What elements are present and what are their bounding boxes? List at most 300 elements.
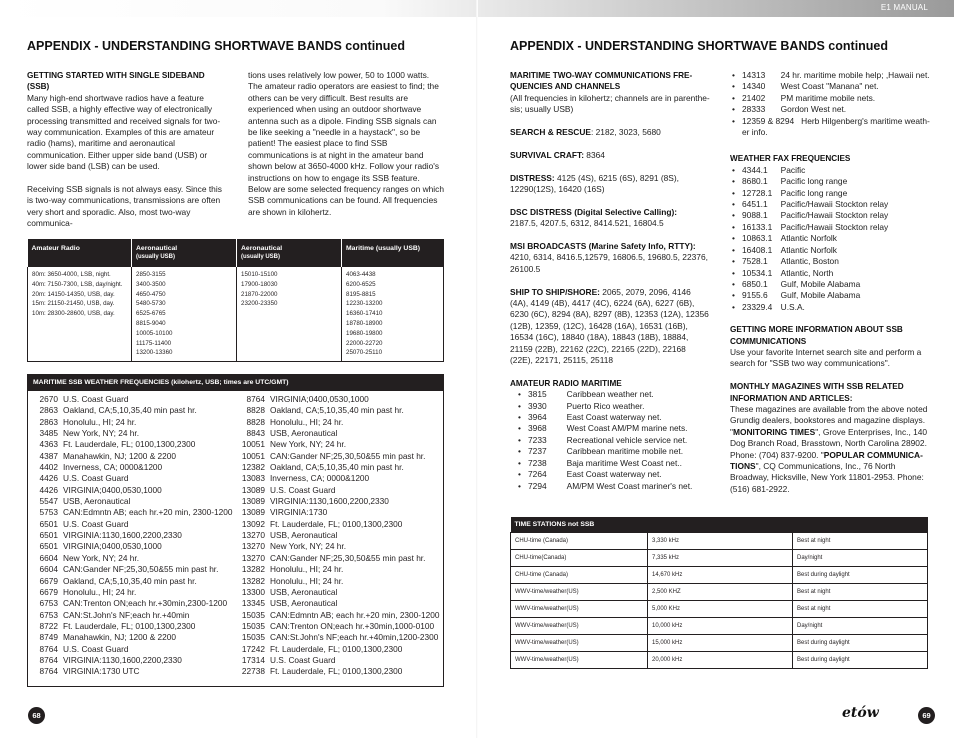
weather-frequency-row <box>28 632 235 643</box>
list-item <box>518 469 710 480</box>
weather-frequency: 2670 <box>39 394 58 404</box>
weather-frequency: 8764 <box>246 394 265 404</box>
frequency: 7264 <box>528 469 547 480</box>
msi-value: 4210, 6314, 8416.5,12579, 16806.5, 19680.5, 22376, 26100.5 <box>510 252 708 274</box>
search-rescue <box>510 127 710 138</box>
frequency: 9088.1 <box>742 210 768 221</box>
time-station-frequency: 7,335 kHz <box>648 549 793 566</box>
weather-frequencies-box <box>27 374 444 687</box>
time-station-frequency: 14,670 kHz <box>648 566 793 583</box>
list-item <box>732 245 930 256</box>
weather-frequency-row <box>28 666 235 677</box>
weather-frequency-row <box>235 451 443 462</box>
description: Atlantic, North <box>780 267 834 278</box>
list-item <box>732 302 930 313</box>
list-item <box>732 104 930 115</box>
table-row <box>511 583 928 600</box>
weather-frequency-row <box>235 610 443 621</box>
weather-station: Honolulu., HI; 24 hr. <box>270 575 344 586</box>
search-rescue-label: SEARCH & RESCUE <box>510 127 591 138</box>
time-station-station: WWV-time/weather(US) <box>511 583 648 600</box>
bands-header-cell <box>342 239 444 267</box>
bands-header-label: Amateur Radio <box>31 245 80 252</box>
description: Gulf, Mobile Alabama <box>780 290 861 301</box>
frequency: 10863.1 <box>742 233 773 244</box>
weather-frequency: 4402 <box>39 462 58 473</box>
time-station-station: WWV-time/weather(US) <box>511 651 648 668</box>
weather-frequency-row <box>28 405 235 416</box>
description: Puerto Rico weather. <box>566 400 645 411</box>
weather-frequency-row <box>28 587 235 598</box>
herb-desc-cont: er info. <box>742 127 768 138</box>
weather-frequency-row <box>28 553 235 564</box>
bands-header-label: Aeronautical <box>241 245 283 252</box>
weather-frequency-row <box>28 576 235 587</box>
weather-station: CAN:Gander NF;25,30,50&55 min past hr. <box>270 450 426 461</box>
weather-frequency-row <box>235 462 443 473</box>
ship-label: SHIP TO SHIP/SHORE: <box>510 286 600 297</box>
ssb-bands-table <box>27 239 444 362</box>
msi-label: MSI BROADCASTS (Marine Safety Info, RTTY): <box>510 241 696 252</box>
ship-value: 2065, 2079, 2096, 4146 (4A), 4149 (4B), 4417 (4C), 6224 (6A), 6227 (6B), 6230 (6C), 8294 (8A), 8297 (8B), 12353 (12A), 12356 (12B), 12359, (12C), 16428 (16A), 16531 (16B), 16534 (16C), 18840 (18A), 18843 (18B), 18884, 21159 (22B), 22162 (22C), 22165 (22D), 22168 (22E), 22171, 25115, 25118 <box>510 286 709 366</box>
amateur-maritime-list <box>518 389 710 492</box>
table-row <box>511 634 928 651</box>
description: Pacific/Hawaii Stockton relay <box>780 221 889 232</box>
weather-frequency: 13089 <box>241 507 265 518</box>
time-stations-heading: TIME STATIONS not SSB <box>511 517 928 532</box>
weather-frequencies-heading: MARITIME SSB WEATHER FREQUENCIES (kilohertz, USB; times are UTC/GMT) <box>28 375 443 391</box>
weather-list-left <box>28 394 235 678</box>
weather-frequency: 13282 <box>241 575 265 586</box>
bands-cell-aero-2: 15010-15100 17900-18030 21870-22000 23200-23350 <box>237 267 342 362</box>
msi-broadcasts <box>510 241 710 275</box>
bands-header-sub: (usually USB) <box>241 254 281 260</box>
time-station-station: WWV-time/weather(US) <box>511 617 648 634</box>
weather-frequency: 4426 <box>39 484 58 495</box>
weather-frequency-row <box>28 644 235 655</box>
bands-header-label: Maritime (usually USB) <box>346 245 421 252</box>
weather-frequency: 6604 <box>39 552 58 563</box>
magazines-text <box>730 404 930 495</box>
weather-frequency-row <box>28 462 235 473</box>
weather-station: VIRGINIA;0400,0530,1000 <box>63 541 162 552</box>
weather-frequency-row <box>28 655 235 666</box>
weather-frequency-row <box>28 417 235 428</box>
time-station-reception: Best during daylight <box>793 566 928 583</box>
weather-frequency: 17314 <box>241 654 265 665</box>
weather-station: Honolulu., HI; 24 hr. <box>63 416 137 427</box>
weather-frequency: 13089 <box>241 496 265 507</box>
table-row <box>511 600 928 617</box>
right-column-2 <box>730 70 930 507</box>
weather-frequency-row <box>235 428 443 439</box>
weather-frequency: 5753 <box>39 507 58 518</box>
weather-frequency-row <box>28 394 235 405</box>
table-row <box>511 566 928 583</box>
frequency: 3930 <box>528 400 547 411</box>
time-station-station: WWV-time/weather(US) <box>511 600 648 617</box>
bands-cell-aero-1: 2850-3155 3400-3500 4650-4750 5480-5730 6525-6765 8815-9040 10005-10100 11175-11400 13200-13360 <box>132 267 237 362</box>
table-row <box>511 617 928 634</box>
weather-frequency: 6753 <box>39 609 58 620</box>
weather-station: New York, NY; 24 hr. <box>63 552 140 563</box>
weather-frequency-row <box>28 621 235 632</box>
list-item <box>732 116 930 127</box>
frequency: 3968 <box>528 423 547 434</box>
time-station-frequency: 3,330 kHz <box>648 532 793 549</box>
description: Caribbean weather net. <box>566 389 654 400</box>
list-item <box>732 93 930 104</box>
weather-frequency-row <box>235 598 443 609</box>
magazine-popular-communications: POPULAR COMMUNICA-TIONS <box>730 449 923 471</box>
time-station-frequency: 15,000 kHz <box>648 634 793 651</box>
time-stations-body <box>511 532 928 668</box>
time-station-frequency: 10,000 kHz <box>648 617 793 634</box>
weather-frequency: 10051 <box>241 439 265 450</box>
maritime-nets-list <box>732 70 930 116</box>
list-item <box>518 446 710 457</box>
weather-station: U.S. Coast Guard <box>270 484 336 495</box>
weather-fax-list <box>732 165 930 313</box>
maritime-heading: MARITIME TWO-WAY COMMUNICATIONS FRE-QUENCIES AND CHANNELS <box>510 71 693 92</box>
description: Pacific/Hawaii Stockton relay <box>780 210 889 221</box>
herb-list <box>732 116 930 139</box>
weather-station: VIRGINIA:1730 <box>270 507 328 518</box>
distress <box>510 173 710 196</box>
weather-frequency-row <box>28 485 235 496</box>
weather-frequency: 6501 <box>39 518 58 529</box>
weather-frequency: 6753 <box>39 598 58 609</box>
frequency: 10534.1 <box>742 267 773 278</box>
herb-desc: Herb Hilgenberg's maritime weath- <box>801 115 930 126</box>
weather-station: U.S. Coast Guard <box>63 473 129 484</box>
ssb-paragraph-1: Many high-end shortwave radios have a feature called SSB, a highly effective way of electronically processing transmitted and received signals for two-way communication. Examples of this are amateur radio (hams), maritime and aeronautical communication. Either upper side band (USB) or lower side band (LSB) can be used. <box>27 92 221 172</box>
weather-frequency: 8828 <box>246 416 265 427</box>
weather-frequency-row <box>235 473 443 484</box>
list-item <box>518 423 710 434</box>
weather-station: Ft. Lauderdale, FL; 0100,1300,2300 <box>270 518 403 529</box>
weather-frequency-row <box>235 655 443 666</box>
time-station-frequency: 20,000 kHz <box>648 651 793 668</box>
ssb-paragraph-3: tions uses relatively low power, 50 to 1000 watts. The amateur radio operators are easiest to find; the others can be very difficult. Best results are experienced when using an outdoor shortwave antenna such as a dipole. Finding SSB signals can be like seeking a "needle in a haystack", so be patient! The easiest place to find SSB communications is at night in the amateur band shown below at 3650-4000 kHz. Follow your radio's instructions on how to engage its SSB feature. Below are some selected frequency ranges on which SSB communications can be found. All frequencies are shown in kilohertz. <box>248 70 444 217</box>
dsc-value: 2187.5, 4207.5, 6312, 8414.521, 16804.5 <box>510 218 664 229</box>
weather-frequency-row <box>235 496 443 507</box>
bands-data-row <box>28 267 444 362</box>
weather-station: Ft. Lauderdale, FL; 0100,1300,2300 <box>270 666 403 677</box>
ssb-column-1 <box>27 70 225 241</box>
page-number-right: 69 <box>918 707 935 724</box>
search-rescue-value: : 2182, 3023, 5680 <box>590 127 661 138</box>
frequency: 16408.1 <box>742 244 773 255</box>
weather-station: VIRGINIA;0400,0530,1000 <box>63 484 162 495</box>
weather-station: CAN:St.John's NF;each hr.+40min,1200-2300 <box>270 632 439 643</box>
list-item <box>518 481 710 492</box>
description: Pacific long range <box>780 187 848 198</box>
bands-cell-amateur: 80m: 3650-4000, LSB, night. 40m: 7150-7300, LSB, day/night. 20m: 14150-14350, USB, day. 15m: 21150-21450, USB, day. 10m: 28300-28600, USB, day. <box>28 267 132 362</box>
weather-frequency-row <box>235 644 443 655</box>
weather-station: VIRGINIA:1130,1600,2200,2330 <box>63 654 182 665</box>
bands-header-cell <box>28 239 132 267</box>
weather-frequency-row <box>28 610 235 621</box>
description: West Coast "Manana" net. <box>780 81 879 92</box>
amateur-maritime-heading: AMATEUR RADIO MARITIME <box>510 378 622 388</box>
weather-frequency: 13092 <box>241 518 265 529</box>
time-station-frequency: 5,000 KHz <box>648 600 793 617</box>
table-row <box>511 651 928 668</box>
distress-label: DISTRESS: <box>510 172 555 183</box>
weather-station: U.S. Coast Guard <box>270 654 336 665</box>
time-station-reception: Best at night <box>793 600 928 617</box>
page-number-left: 68 <box>28 707 45 724</box>
ssb-paragraph-2: Receiving SSB signals is not always easy. Since this is two-way communications, transmissions are often very short and sporadic. Also, most two-way communica- <box>27 184 222 229</box>
weather-frequency-row <box>28 473 235 484</box>
weather-frequency: 22738 <box>241 666 265 677</box>
weather-frequency-row <box>235 576 443 587</box>
weather-frequency: 6679 <box>39 575 58 586</box>
weather-frequency: 13089 <box>241 484 265 495</box>
magazine-monitoring-times: MONITORING TIMES <box>732 426 816 437</box>
list-item <box>518 389 710 400</box>
maritime-column <box>510 70 710 492</box>
time-station-station: WWV-time/weather(US) <box>511 634 648 651</box>
weather-frequency-row <box>28 507 235 518</box>
bands-header-sub: (usually USB) <box>136 254 176 260</box>
weather-frequency: 12382 <box>241 462 265 473</box>
weather-station: Honolulu., HI; 24 hr. <box>270 416 344 427</box>
weather-frequency-row <box>28 564 235 575</box>
weather-station: Honolulu., HI; 24 hr. <box>270 564 344 575</box>
weather-station: VIRGINIA:1130,1600,2200,2330 <box>270 496 389 507</box>
weather-frequency: 2863 <box>39 405 58 416</box>
description: Recreational vehicle service net. <box>566 434 688 445</box>
weather-frequency: 6679 <box>39 586 58 597</box>
weather-station: USB, Aeronautical <box>270 586 338 597</box>
weather-frequency-row <box>235 507 443 518</box>
weather-station: CAN:Edmntn AB; each hr.+20 min, 2300-1200 <box>63 507 233 518</box>
page-gutter <box>476 0 478 738</box>
weather-frequency-row <box>28 496 235 507</box>
survival-craft <box>510 150 710 161</box>
list-item <box>518 401 710 412</box>
description: AM/PM West Coast mariner's net. <box>566 480 693 491</box>
description: Gulf, Mobile Alabama <box>780 278 861 289</box>
weather-station: CAN:Gander NF;25,30,50&55 min past hr. <box>270 552 426 563</box>
weather-frequency-row <box>28 530 235 541</box>
list-item <box>732 70 930 81</box>
time-station-reception: Best during daylight <box>793 634 928 651</box>
weather-frequency: 13083 <box>241 473 265 484</box>
description: Pacific long range <box>780 176 848 187</box>
weather-frequency: 15035 <box>241 609 265 620</box>
bands-header-cell <box>132 239 237 267</box>
bands-header-cell <box>237 239 342 267</box>
weather-frequency: 4363 <box>39 439 58 450</box>
ship-to-shore <box>510 287 710 367</box>
weather-station: New York, NY; 24 hr. <box>270 439 347 450</box>
time-stations-header-row <box>511 517 928 532</box>
magazines-text-3: ", CQ Communications, Inc., 76 North Broadway, Hicksville, New York 11801-2953. Phone: (516) 681-2922. <box>730 460 924 494</box>
weather-frequency-row <box>235 439 443 450</box>
frequency: 21402 <box>742 92 766 103</box>
weather-list-right <box>235 394 443 678</box>
frequency: 4344.1 <box>742 164 768 175</box>
more-info-heading: GETTING MORE INFORMATION ABOUT SSB COMMUNICATIONS <box>730 325 903 346</box>
list-item <box>732 199 930 210</box>
weather-frequency-row <box>28 451 235 462</box>
description: Baja maritime West Coast net.. <box>566 457 682 468</box>
weather-frequency-row <box>28 428 235 439</box>
weather-station: Oakland, CA;5,10,35,40 min past hr. <box>63 575 197 586</box>
list-item <box>732 222 930 233</box>
description: East Coast waterway net. <box>566 412 662 423</box>
herb-freq: 12359 & 8294 <box>742 115 795 126</box>
frequency: 8680.1 <box>742 176 768 187</box>
weather-frequency: 8722 <box>39 620 58 631</box>
left-page-title: APPENDIX - UNDERSTANDING SHORTWAVE BANDS continued <box>27 39 406 53</box>
weather-frequency-row <box>235 587 443 598</box>
weather-station: USB, Aeronautical <box>63 496 131 507</box>
weather-frequency-row <box>235 621 443 632</box>
weather-station: Oakland, CA;5,10,35,40 min past hr. <box>270 462 404 473</box>
weather-frequency-row <box>235 553 443 564</box>
frequency: 9155.6 <box>742 290 768 301</box>
time-station-reception: Best at night <box>793 583 928 600</box>
right-page-title: APPENDIX - UNDERSTANDING SHORTWAVE BANDS continued <box>510 39 889 53</box>
weather-frequency: 4426 <box>39 473 58 484</box>
frequency: 7233 <box>528 434 547 445</box>
weather-frequency: 3485 <box>39 428 58 439</box>
weather-station: Honolulu., HI; 24 hr. <box>63 586 137 597</box>
description: U.S.A. <box>780 301 805 312</box>
weather-frequencies-grid <box>28 391 443 678</box>
frequency: 7528.1 <box>742 256 768 267</box>
weather-frequency: 15035 <box>241 632 265 643</box>
weather-frequency: 13270 <box>241 530 265 541</box>
weather-frequency: 6501 <box>39 530 58 541</box>
weather-frequency-row <box>235 666 443 677</box>
description: Caribbean maritime mobile net. <box>566 446 684 457</box>
distress-value: 4125 (4S), 6215 (6S), 8291 (8S), 12290(12S), 16420 (16S) <box>510 172 679 195</box>
weather-frequency: 6501 <box>39 541 58 552</box>
weather-station: VIRGINIA:1730 UTC <box>63 666 140 677</box>
time-station-station: CHU-time (Canada) <box>511 566 648 583</box>
list-item <box>518 412 710 423</box>
magazines-text-1: These magazines are available from the above noted Grundig dealers, bookstores and magazine displays. " <box>730 403 928 437</box>
weather-frequency: 13270 <box>241 552 265 563</box>
weather-station: U.S. Coast Guard <box>63 518 129 529</box>
weather-frequency-row <box>235 564 443 575</box>
table-row <box>511 532 928 549</box>
more-info-text: Use your favorite Internet search site and perform a search for "SSB two way communications". <box>730 346 922 369</box>
bands-header-label: Aeronautical <box>136 245 178 252</box>
frequency: 7294 <box>528 480 547 491</box>
weather-frequency: 13345 <box>241 598 265 609</box>
frequency: 7237 <box>528 446 547 457</box>
weather-station: Ft. Lauderdale, FL; 0100,1300,2300 <box>63 439 196 450</box>
list-item <box>732 188 930 199</box>
weather-frequency: 8764 <box>39 643 58 654</box>
weather-frequency-row <box>28 541 235 552</box>
weather-station: New York, NY; 24 hr. <box>63 428 140 439</box>
weather-frequency-row <box>28 598 235 609</box>
time-station-reception: Day/night <box>793 549 928 566</box>
weather-station: CAN:St.John's NF;each hr.+40min <box>63 609 190 620</box>
weather-frequency: 13282 <box>241 564 265 575</box>
weather-station: USB, Aeronautical <box>270 428 338 439</box>
time-station-reception: Best at night <box>793 532 928 549</box>
list-item <box>732 165 930 176</box>
etow-logo: etów <box>842 705 879 721</box>
weather-station: Inverness, CA; 0000&1200 <box>270 473 370 484</box>
weather-frequency: 2863 <box>39 416 58 427</box>
frequency: 28333 <box>742 104 766 115</box>
weather-frequency: 13300 <box>241 586 265 597</box>
time-station-station: CHU-time (Canada) <box>511 532 648 549</box>
magazines-heading: MONTHLY MAGAZINES WITH SSB RELATED INFORMATION AND ARTICLES: <box>730 382 904 403</box>
description: Atlantic Norfolk <box>780 244 837 255</box>
frequency: 16133.1 <box>742 221 773 232</box>
weather-frequency: 4387 <box>39 450 58 461</box>
weather-frequency: 13270 <box>241 541 265 552</box>
weather-station: Ft. Lauderdale, FL; 0100,1300,2300 <box>270 643 403 654</box>
frequency: 7238 <box>528 457 547 468</box>
list-item <box>732 279 930 290</box>
weather-station: CAN:Trenton ON;each hr.+30min,2300-1200 <box>63 598 228 609</box>
weather-station: Oakland, CA;5,10,35,40 min past hr. <box>270 405 404 416</box>
description: Pacific <box>780 164 806 175</box>
weather-frequency-row <box>235 632 443 643</box>
magazines-text-2: ", Grove Enterprises, Inc., 140 Dog Branch Road, Brasstown, North Carolina 28902. Phone: (704) 837-9200. " <box>730 426 928 460</box>
weather-frequency-row <box>235 485 443 496</box>
time-station-reception: Day/night <box>793 617 928 634</box>
table-row <box>511 549 928 566</box>
weather-frequency: 5547 <box>39 496 58 507</box>
weather-station: U.S. Coast Guard <box>63 394 129 404</box>
weather-frequency-row <box>235 417 443 428</box>
list-item <box>732 81 930 92</box>
weather-frequency: 15035 <box>241 620 265 631</box>
survival-craft-value: 8364 <box>583 149 605 160</box>
list-item <box>732 127 930 138</box>
list-item <box>732 268 930 279</box>
description: Atlantic, Boston <box>780 256 839 267</box>
bands-header-row <box>28 239 444 267</box>
weather-frequency-row <box>235 405 443 416</box>
description: West Coast AM/PM marine nets. <box>566 423 688 434</box>
frequency: 3815 <box>528 389 547 400</box>
weather-frequency-row <box>28 519 235 530</box>
list-item <box>732 256 930 267</box>
weather-station: Ft. Lauderdale, FL; 0100,1300,2300 <box>63 620 196 631</box>
weather-frequency: 17242 <box>241 643 265 654</box>
description: Pacific/Hawaii Stockton relay <box>780 199 889 210</box>
weather-frequency: 8764 <box>39 654 58 665</box>
weather-station: New York, NY; 24 hr. <box>270 541 347 552</box>
weather-frequency-row <box>235 519 443 530</box>
list-item <box>732 233 930 244</box>
weather-frequency-row <box>235 541 443 552</box>
weather-frequency: 8828 <box>246 405 265 416</box>
frequency: 23329.4 <box>742 301 773 312</box>
frequency: 14313 <box>742 70 766 80</box>
weather-station: USB, Aeronautical <box>270 530 338 541</box>
list-item <box>732 290 930 301</box>
weather-station: U.S. Coast Guard <box>63 643 129 654</box>
weather-frequency: 8749 <box>39 632 58 643</box>
maritime-note: (All frequencies in kilohertz; channels are in parenthe-sis; usually USB) <box>510 92 710 115</box>
dsc-distress <box>510 207 710 230</box>
list-item <box>732 210 930 221</box>
